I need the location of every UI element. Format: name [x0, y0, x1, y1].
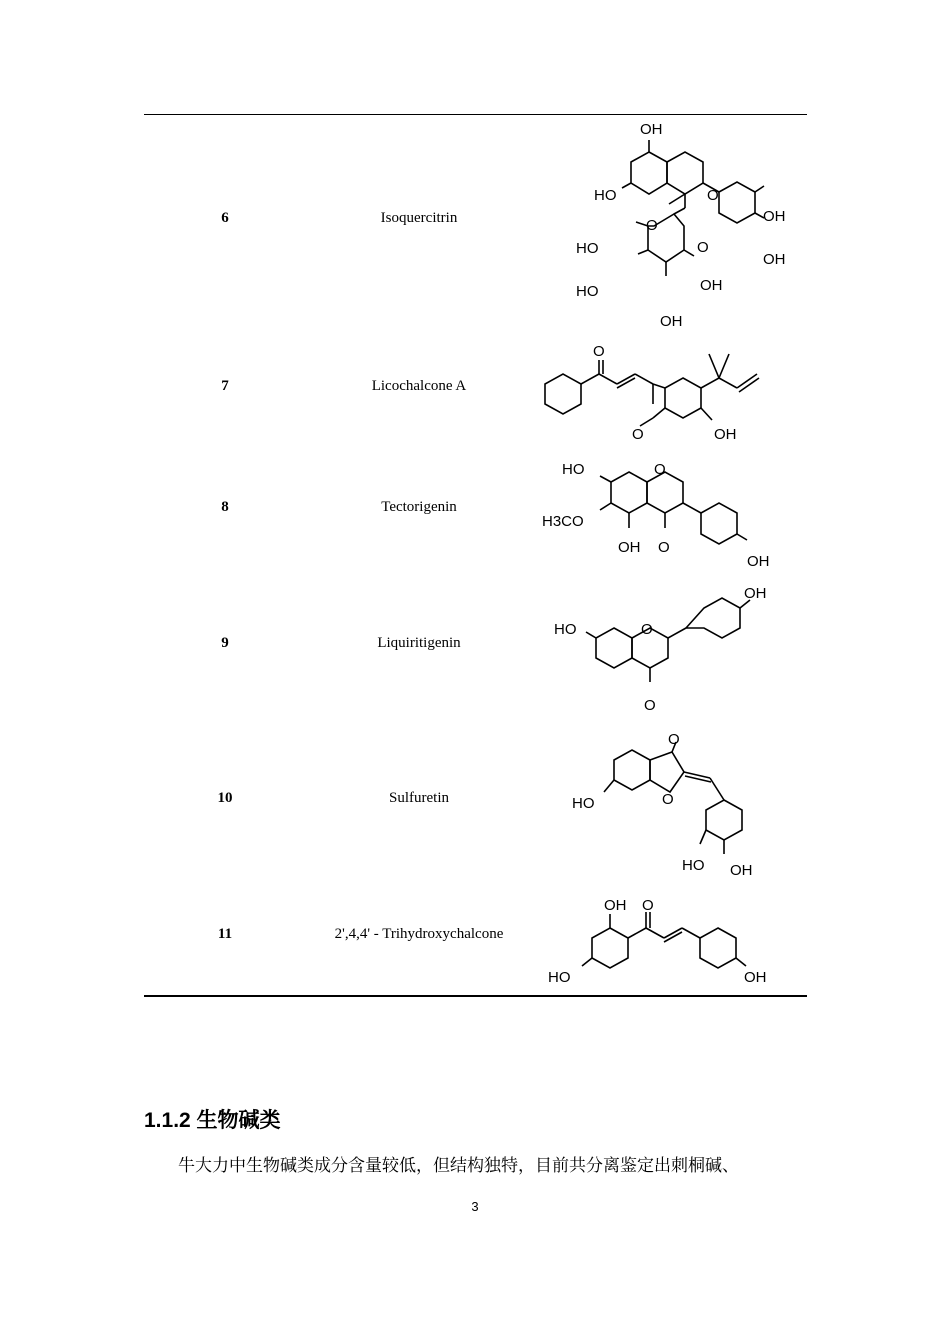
compound-number: 8	[221, 499, 229, 515]
liquiritigenin-structure-icon	[554, 580, 799, 714]
atom-label: H3CO	[542, 513, 584, 530]
atom-label: O	[697, 239, 709, 256]
atom-label: O	[641, 621, 653, 638]
compound-name: 2',4,4' - Trihydroxychalcone	[334, 926, 504, 942]
atom-label: OH	[730, 862, 753, 879]
atom-label: HO	[554, 621, 577, 638]
trihydroxychalcone-structure-icon	[548, 892, 798, 986]
atom-label: HO	[682, 857, 705, 874]
atom-label: O	[668, 731, 680, 748]
atom-label: HO	[562, 461, 585, 478]
atom-label: OH	[714, 426, 737, 443]
atom-label: HO	[572, 795, 595, 812]
atom-label: OH	[763, 208, 786, 225]
atom-label: OH	[763, 251, 786, 268]
atom-label: HO	[576, 240, 599, 257]
atom-label: O	[662, 791, 674, 808]
atom-label: OH	[747, 553, 770, 570]
licochalcone-a-structure-icon	[542, 340, 800, 443]
atom-label: OH	[618, 539, 641, 556]
table-bottom-rule	[144, 995, 807, 997]
table-row	[144, 118, 807, 330]
sulfuretin-structure-icon	[572, 730, 772, 879]
atom-label: OH	[660, 313, 683, 330]
compound-number: 11	[217, 926, 233, 942]
atom-label: O	[644, 697, 656, 714]
table-row	[144, 730, 807, 879]
atom-label: OH	[604, 897, 627, 914]
atom-label: HO	[594, 187, 617, 204]
table-row	[144, 340, 807, 443]
compound-name: Licochalcone A	[371, 378, 467, 394]
compound-number: 6	[221, 210, 229, 226]
tectorigenin-structure-icon	[542, 456, 800, 570]
atom-label: O	[707, 187, 719, 204]
section-paragraph: 牛大力中生物碱类成分含量较低，但结构独特，目前共分离鉴定出刺桐碱、	[178, 1156, 739, 1176]
table-row	[144, 456, 807, 570]
compound-name: Sulfuretin	[389, 790, 449, 806]
compound-number: 7	[221, 378, 229, 394]
compound-name: Isoquercitrin	[380, 210, 458, 226]
atom-label: O	[642, 897, 654, 914]
isoquercitrin-structure-icon	[564, 118, 799, 330]
page-number: 3	[471, 1199, 479, 1214]
compound-name: Liquiritigenin	[377, 635, 461, 651]
atom-label: OH	[744, 585, 767, 602]
table-row	[144, 580, 807, 714]
atom-label: O	[654, 461, 666, 478]
hydroxyl-label: OH	[640, 121, 663, 138]
atom-label: OH	[744, 969, 767, 986]
atom-label: OH	[700, 277, 723, 294]
atom-label: O	[646, 217, 658, 234]
compound-name: Tectorigenin	[381, 499, 457, 515]
atom-label: HO	[548, 969, 571, 986]
compound-number: 10	[217, 790, 233, 806]
table-top-rule	[144, 114, 807, 115]
section-heading: 1.1.2 生物碱类	[144, 1109, 281, 1132]
atom-label: O	[658, 539, 670, 556]
atom-label: O	[632, 426, 644, 443]
atom-label: HO	[576, 283, 599, 300]
atom-label: O	[593, 343, 605, 360]
compound-number: 9	[221, 635, 229, 651]
table-row	[144, 892, 807, 986]
